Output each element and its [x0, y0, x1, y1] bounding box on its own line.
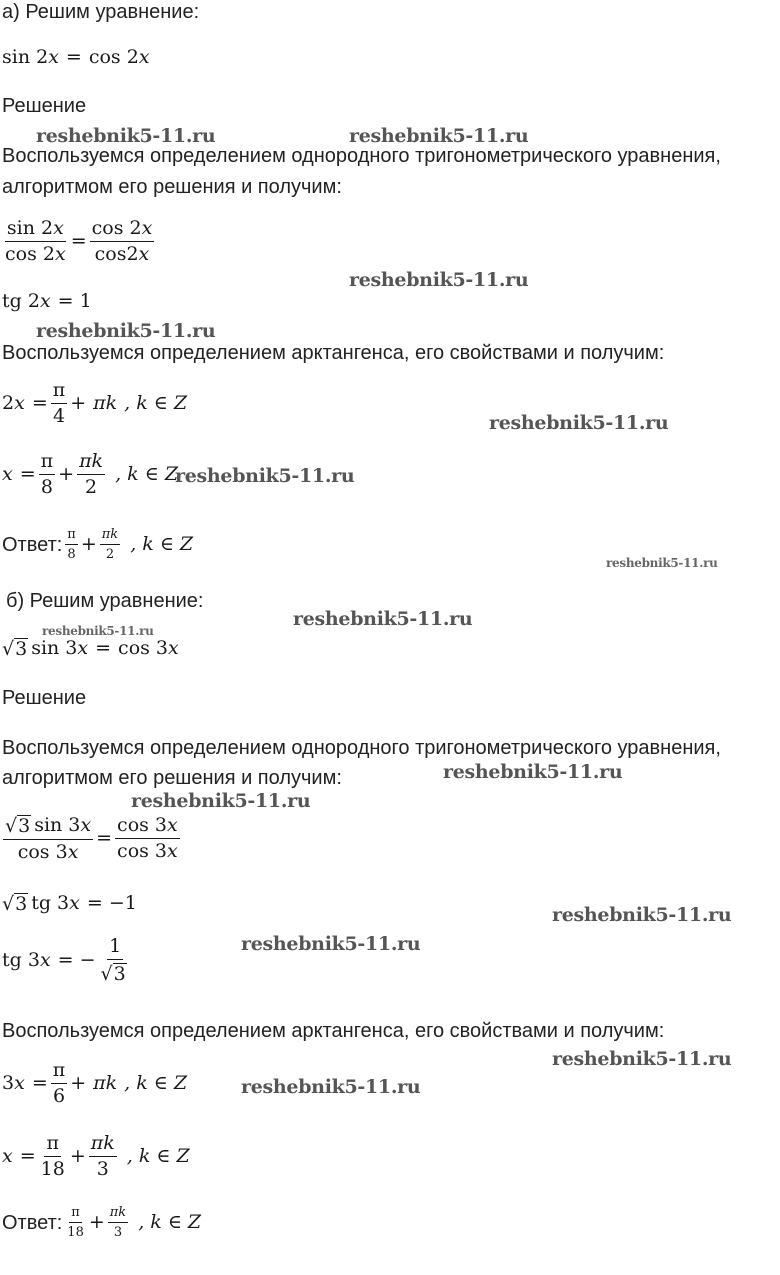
- sqrt-icon: √ 3: [2, 893, 28, 915]
- watermark: reshebnik5-11.ru: [349, 125, 529, 147]
- watermark: reshebnik5-11.ru: [443, 761, 623, 783]
- part-a-method-text-2: алгоритмом его решения и получим:: [2, 176, 342, 198]
- watermark: reshebnik5-11.ru: [552, 904, 732, 926]
- part-a-fraction-step: sin 2 x cos 2 x = cos 2 x cos2 x: [5, 217, 153, 265]
- sqrt-icon: √ 3: [100, 963, 126, 985]
- part-b-step-x: x = $\frac{\pi}{18}$ + $\frac{\pi k}{3}$ , k ∈ Z: [2, 1132, 190, 1180]
- part-b-step-3x: 3 x = $\frac{\pi}{6}$ + πk , k ∈ Z: [2, 1059, 188, 1107]
- part-b-tg-step-2: tg 3 x = − 1 √ 3: [2, 935, 126, 985]
- part-b-solution-label: Решение: [2, 687, 87, 709]
- part-b-heading: б) Решим уравнение:: [6, 590, 204, 612]
- watermark: reshebnik5-11.ru: [175, 465, 355, 487]
- watermark: reshebnik5-11.ru: [606, 556, 718, 570]
- part-b-fraction-step: √ 3 sin 3 x cos 3 x = cos 3 x cos 3 x: [5, 814, 178, 863]
- part-a-solution-label: Решение: [2, 95, 87, 117]
- watermark: reshebnik5-11.ru: [489, 412, 669, 434]
- part-a-heading: а) Решим уравнение:: [2, 1, 200, 23]
- watermark: reshebnik5-11.ru: [36, 125, 216, 147]
- watermark: reshebnik5-11.ru: [349, 269, 529, 291]
- part-b-tg-step: √ 3 tg 3 x = −1: [2, 892, 137, 915]
- watermark: reshebnik5-11.ru: [552, 1048, 732, 1070]
- watermark: reshebnik5-11.ru: [293, 608, 473, 630]
- part-b-method-text-1: Воспользуемся определением однородного тригонометрического уравнения,: [2, 737, 721, 759]
- watermark: reshebnik5-11.ru: [241, 933, 421, 955]
- part-a-method-text-1: Воспользуемся определением однородного тригонометрического уравнения,: [2, 145, 721, 167]
- watermark: reshebnik5-11.ru: [42, 624, 154, 638]
- part-a-step-x: x = $\frac{\pi}{8}$ + $\frac{\pi k}{2}$ , k ∈ Z: [2, 450, 179, 498]
- part-a-equation: sin 2 x = cos 2 x: [2, 46, 150, 68]
- part-b-method-text-2: алгоритмом его решения и получим:: [2, 767, 342, 789]
- part-b-equation: √ 3 sin 3 x = cos 3 x: [2, 637, 179, 660]
- sqrt-icon: √ 3: [2, 638, 28, 660]
- part-a-tg-step: tg 2 x = 1: [2, 290, 92, 312]
- part-a-arctg-text: Воспользуемся определением арктангенса, его свойствами и получим:: [2, 342, 665, 364]
- part-a-step-2x: 2 x = $\frac{\pi}{4}$ + πk , k ∈ Z: [2, 379, 188, 427]
- part-b-answer: Ответ: $\frac{\pi}{18}$ + $\frac{\pi k}{3}$ , k ∈ Z: [2, 1205, 202, 1240]
- part-b-arctg-text: Воспользуемся определением арктангенса, его свойствами и получим:: [2, 1020, 665, 1042]
- part-a-answer: Ответ: $\frac{\pi}{8}$ + $\frac{\pi k}{2}$ , k ∈ Z: [2, 527, 194, 562]
- watermark: reshebnik5-11.ru: [131, 790, 311, 812]
- watermark: reshebnik5-11.ru: [241, 1076, 421, 1098]
- sqrt-icon: √ 3: [5, 815, 31, 837]
- watermark: reshebnik5-11.ru: [36, 320, 216, 342]
